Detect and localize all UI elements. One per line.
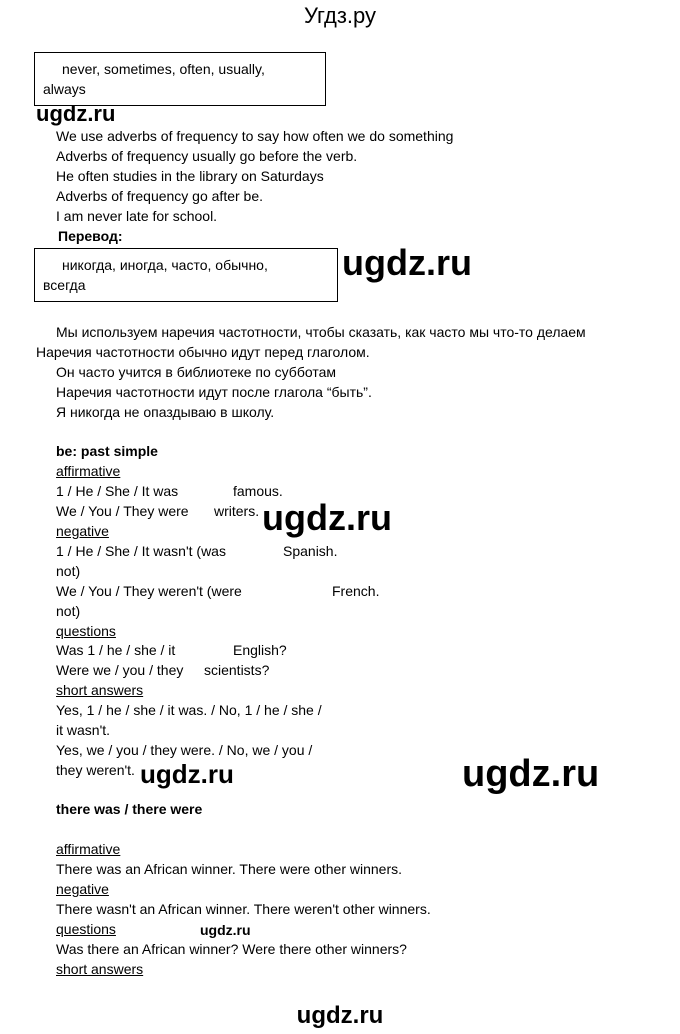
site-title: Угдз.ру: [303, 3, 377, 28]
rule-ru-5: Я никогда не опаздываю в школу.: [56, 404, 275, 420]
watermark: ugdz.ru: [262, 497, 392, 538]
tw-affirmative-label: affirmative: [56, 841, 121, 857]
adverbs-box-en: [34, 52, 326, 106]
footer-watermark: ugdz.ru: [296, 1002, 384, 1029]
ps-neg-1-subject: 1 / He / She / It wasn't (was: [56, 543, 226, 559]
ps-affirmative-label: affirmative: [56, 463, 121, 479]
watermark: ugdz.ru: [342, 242, 472, 283]
ps-q-2-word: scientists?: [204, 662, 270, 678]
there-was-title: there was / there were: [56, 801, 203, 817]
ps-short-answer-1a: Yes, 1 / he / she / it was. / No, 1 / he / she /: [56, 702, 322, 718]
ps-aff-1-subject: 1 / He / She / It was: [56, 483, 179, 499]
rule-en-4: Adverbs of frequency go after be.: [56, 188, 264, 204]
ps-q-2-subject: Were we / you / they: [56, 662, 184, 678]
ps-neg-2-cont: not): [56, 603, 81, 619]
tw-affirmative: There was an African winner. There were other winners.: [56, 861, 403, 877]
ps-aff-1-word: famous.: [233, 483, 283, 499]
watermark: ugdz.ru: [462, 753, 600, 795]
ps-neg-2-word: French.: [332, 583, 380, 599]
tw-questions-label: questions: [56, 921, 116, 937]
ps-short-answer-2a: Yes, we / you / they were. / No, we / you /: [56, 742, 313, 758]
ps-neg-2-subject: We / You / They weren't (were: [56, 583, 242, 599]
ps-q-1-word: English?: [233, 642, 287, 658]
translation-heading: Перевод:: [58, 228, 123, 244]
watermark: ugdz.ru: [200, 922, 251, 938]
watermark: ugdz.ru: [140, 759, 234, 789]
ps-neg-1-cont: not): [56, 563, 81, 579]
rule-ru-2: Наречия частотности обычно идут перед глаголом.: [36, 344, 370, 360]
ps-short-answer-2b: they weren't.: [56, 762, 135, 778]
watermark: ugdz.ru: [36, 101, 116, 126]
adverbs-box-ru: [34, 248, 338, 302]
rule-ru-1: Мы используем наречия частотности, чтобы сказать, как часто мы что-то делаем: [56, 324, 586, 340]
adverbs-box-en-line2: always: [43, 81, 86, 97]
rule-en-2: Adverbs of frequency usually go before the verb.: [56, 148, 358, 164]
rule-en-1: We use adverbs of frequency to say how often we do something: [56, 128, 454, 144]
adverbs-box-ru-line2: всегда: [43, 277, 86, 293]
adverbs-box-en-line1: never, sometimes, often, usually,: [62, 61, 265, 77]
tw-question: Was there an African winner? Were there other winners?: [56, 941, 407, 957]
ps-q-1-subject: Was 1 / he / she / it: [56, 642, 176, 658]
rule-ru-4: Наречия частотности идут после глагола “быть”.: [56, 384, 372, 400]
rule-ru-3: Он часто учится в библиотеке по субботам: [56, 364, 336, 380]
past-simple-title: be: past simple: [56, 443, 158, 459]
tw-short-answers-label: short answers: [56, 961, 144, 977]
ps-neg-1-word: Spanish.: [283, 543, 338, 559]
rule-en-3: He often studies in the library on Saturdays: [56, 168, 324, 184]
adverbs-box-ru-line1: никогда, иногда, часто, обычно,: [62, 257, 268, 273]
ps-negative-label: negative: [56, 523, 109, 539]
ps-short-answers-label: short answers: [56, 682, 144, 698]
tw-negative-label: negative: [56, 881, 109, 897]
ps-aff-2-subject: We / You / They were: [56, 503, 189, 519]
rule-en-5: I am never late for school.: [56, 208, 218, 224]
ps-short-answer-1b: it wasn't.: [56, 722, 111, 738]
ps-questions-label: questions: [56, 623, 116, 639]
ps-aff-2-word: writers.: [214, 503, 260, 519]
tw-negative: There wasn't an African winner. There weren't other winners.: [56, 901, 431, 917]
